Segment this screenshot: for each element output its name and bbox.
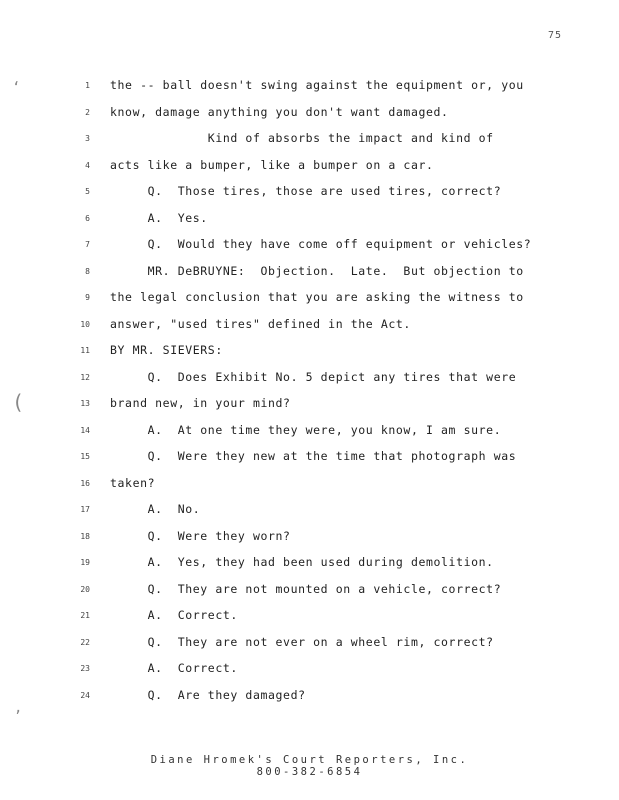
transcript-line [0, 288, 619, 315]
line-text: A. Yes, they had been used during demolition. [110, 555, 494, 569]
transcript-line [0, 659, 619, 686]
line-number: 2 [85, 107, 90, 117]
line-text: Q. Would they have come off equipment or vehicles? [110, 237, 532, 251]
line-text: Q. Were they new at the time that photograph was [110, 449, 517, 463]
line-number: 3 [85, 134, 90, 143]
line-number: 8 [85, 266, 90, 276]
transcript-line [0, 686, 619, 713]
line-number: 9 [85, 293, 90, 302]
line-text: Q. They are not ever on a wheel rim, correct? [110, 634, 494, 649]
line-number: 13 [80, 399, 90, 408]
court-reporter-company: Diane Hromek's Court Reporters, Inc. [150, 754, 469, 766]
line-text: Q. They are not mounted on a vehicle, correct? [110, 581, 502, 596]
line-number: 11 [80, 346, 90, 355]
line-number: 19 [80, 558, 90, 567]
line-text: the -- ball doesn't swing against the equipment or, you [110, 78, 524, 92]
line-text: Q. Does Exhibit No. 5 depict any tires that were [110, 369, 517, 384]
line-text: know, damage anything you don't want damaged. [110, 104, 449, 119]
line-text: Kind of absorbs the impact and kind of [110, 131, 494, 145]
line-text: Q. Are they damaged? [110, 687, 306, 702]
transcript-line [0, 474, 619, 501]
line-number: 15 [80, 452, 90, 461]
line-number: 6 [85, 213, 90, 223]
line-number: 18 [80, 531, 90, 541]
line-number: 24 [80, 690, 90, 700]
line-text: A. At one time they were, you know, I am sure. [110, 422, 502, 437]
line-text: answer, "used tires" defined in the Act. [110, 316, 411, 331]
transcript-line [0, 421, 619, 448]
line-text: BY MR. SIEVERS: [110, 343, 223, 357]
transcript-line [0, 527, 619, 554]
line-number: 1 [85, 81, 90, 90]
transcript-line [0, 606, 619, 633]
line-number: 23 [80, 664, 90, 673]
line-text: A. Correct. [110, 661, 238, 675]
line-number: 5 [85, 187, 90, 196]
line-number: 12 [80, 372, 90, 382]
transcript-body [0, 76, 619, 712]
line-number: 20 [80, 584, 90, 594]
transcript-line [0, 580, 619, 607]
transcript-line [0, 235, 619, 262]
line-text: MR. DeBRUYNE: Objection. Late. But objection to [110, 263, 524, 278]
transcript-line [0, 103, 619, 130]
binding-hole-mark-top: ‘ [12, 80, 21, 96]
transcript-line [0, 76, 619, 103]
line-number: 10 [80, 319, 90, 329]
line-text: Q. Were they worn? [110, 528, 291, 543]
binding-hole-mark-middle: ( [12, 390, 25, 414]
line-text: Q. Those tires, those are used tires, correct? [110, 184, 502, 198]
transcript-line [0, 156, 619, 183]
transcript-line [0, 262, 619, 289]
transcript-line [0, 341, 619, 368]
transcript-line [0, 447, 619, 474]
line-number: 17 [80, 505, 90, 514]
binding-hole-mark-bottom: ‚ [14, 700, 23, 716]
court-reporter-phone: 800-382-6854 [256, 766, 363, 778]
line-number: 7 [85, 240, 90, 249]
line-number: 22 [80, 637, 90, 647]
transcript-line [0, 209, 619, 236]
line-text: A. Correct. [110, 608, 238, 622]
line-number: 16 [80, 478, 90, 488]
line-text: taken? [110, 475, 156, 490]
line-text: A. Yes. [110, 210, 208, 225]
line-number: 14 [80, 425, 90, 435]
transcript-line [0, 633, 619, 660]
line-number: 4 [85, 160, 90, 170]
line-text: A. No. [110, 502, 201, 516]
footer [0, 754, 619, 778]
transcript-line [0, 129, 619, 156]
page-number: 75 [548, 30, 563, 41]
line-number: 21 [80, 611, 90, 620]
transcript-line [0, 500, 619, 527]
transcript-line [0, 394, 619, 421]
line-text: brand new, in your mind? [110, 396, 291, 410]
line-text: acts like a bumper, like a bumper on a car. [110, 157, 434, 172]
transcript-line [0, 553, 619, 580]
transcript-line [0, 368, 619, 395]
transcript-line [0, 315, 619, 342]
transcript-line [0, 182, 619, 209]
line-text: the legal conclusion that you are asking the witness to [110, 290, 524, 304]
